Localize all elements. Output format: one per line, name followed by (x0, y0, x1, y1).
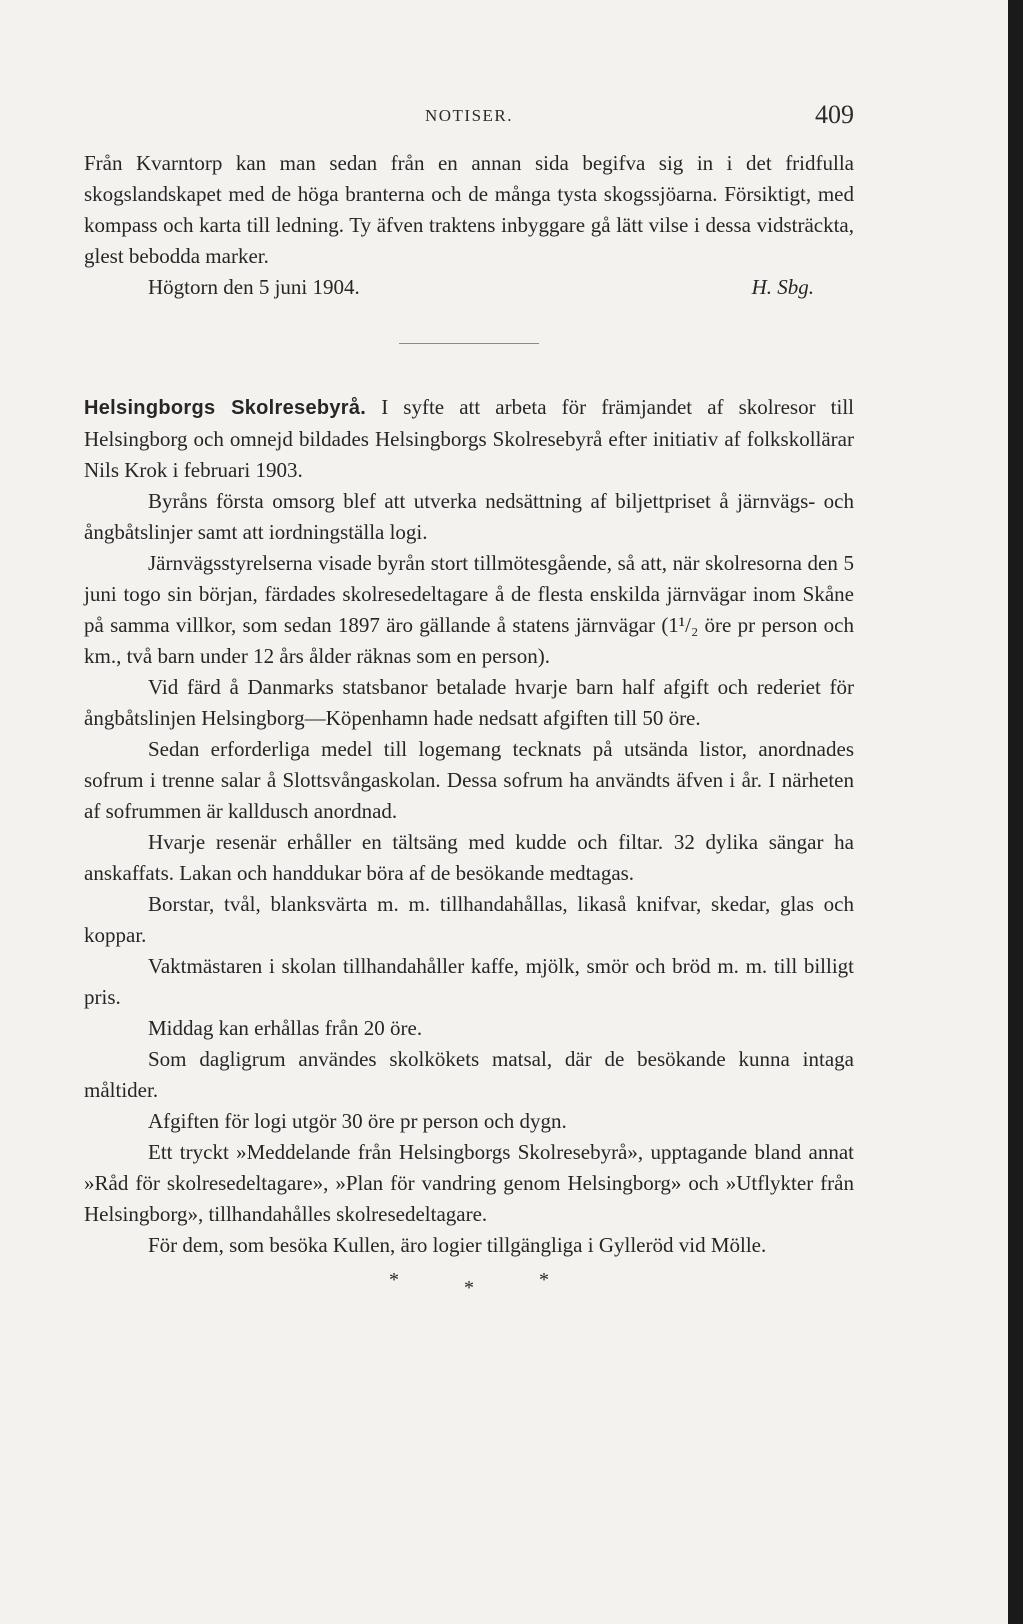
notice1-signature: H. Sbg. (751, 275, 814, 299)
notice2-paragraph-13: För dem, som besöka Kullen, äro logier tillgängliga i Gylleröd vid Mölle. (148, 1233, 767, 1257)
notice1-place-date: Högtorn den 5 juni 1904. (148, 275, 360, 299)
notice1-signature-line (84, 272, 854, 303)
running-head (84, 102, 854, 132)
page-text (84, 148, 855, 1299)
notice2-heading: Helsingborgs Skolresebyrå. (84, 397, 367, 419)
section-divider (399, 343, 539, 344)
notice1-body: Från Kvarntorp kan man sedan från en annan sida begifva sig in i det fridfulla skogslandskapet med de höga branterna och de många tysta skogssjöarna. Försiktigt, med kompass och karta till ledning. Ty äfven traktens inbyggare gå lätt vilse i dessa vidsträckta, glest bebodda marker. (84, 151, 854, 268)
notice2-paragraph-5: Sedan erforderliga medel till logemang tecknats på utsända listor, anordnades sofrum i trenne salar å Slottsvångaskolan. Dessa sofrum ha användts äfven i år. I närheten af sofrummen är kalldusch anordnad. (84, 737, 854, 823)
notice2-paragraph-1: I syfte att arbeta för främjandet af skolresor till Helsingborg och omnejd bildades Helsingborgs Skolresebyrå efter initiativ af folkskollärar Nils Krok i februari 1903. (84, 395, 855, 482)
asterisk-2: * (464, 1277, 474, 1299)
notice2-intro (84, 392, 854, 486)
running-head-title: NOTISER. (424, 106, 514, 125)
notice2-paragraph-2: Byråns första omsorg blef att utverka nedsättning af biljettpriset å järnvägs- och ångbåtslinjer samt att iordningställa logi. (84, 489, 854, 544)
scan-edge (1008, 0, 1023, 1624)
notice2-paragraph-7: Borstar, tvål, blanksvärta m. m. tillhandahållas, likaså knifvar, skedar, glas och koppar. (84, 892, 854, 947)
asterism-ornament (84, 1265, 854, 1299)
notice2-paragraph-11: Afgiften för logi utgör 30 öre pr person och dygn. (148, 1109, 567, 1133)
notice2-paragraph-9: Middag kan erhållas från 20 öre. (148, 1016, 423, 1040)
notice2-paragraph-12: Ett tryckt »Meddelande från Helsingborgs Skolresebyrå», upptagande bland annat »Råd för skolresedeltagare», »Plan för vandring genom Helsingborg» och »Utflykter från Helsingborg», tillhandahålles skolresedeltagare. (84, 1140, 854, 1226)
notice2-paragraph-3: Järnvägsstyrelserna visade byrån stort tillmötesgående, så att, när skolresorna den 5 juni togo sin början, färdades skolresedeltagare å de flesta enskilda järnvägar inom Skåne på samma villkor, som sedan 1897 äro gällande å statens järnvägar (1¹/₂ öre pr person och km., två barn under 12 års ålder räknas som en person). (84, 551, 854, 668)
asterisk-1: * (389, 1269, 399, 1291)
notice2-paragraph-6: Hvarje resenär erhåller en tältsäng med kudde och filtar. 32 dylika sängar ha anskaffats. Lakan och handdukar böra af de besökande medtagas. (84, 830, 854, 885)
notice2-paragraph-8: Vaktmästaren i skolan tillhandahåller kaffe, mjölk, smör och bröd m. m. till billigt pris. (84, 954, 854, 1009)
notice2-paragraph-10: Som dagligrum användes skolkökets matsal, där de besökande kunna intaga måltider. (84, 1047, 854, 1102)
notice2-paragraph-4: Vid färd å Danmarks statsbanor betalade hvarje barn half afgift och rederiet för ångbåtslinjen Helsingborg—Köpenhamn hade nedsatt afgiften till 50 öre. (84, 675, 854, 730)
page-number: 409 (815, 100, 854, 129)
asterisk-3: * (539, 1269, 549, 1291)
